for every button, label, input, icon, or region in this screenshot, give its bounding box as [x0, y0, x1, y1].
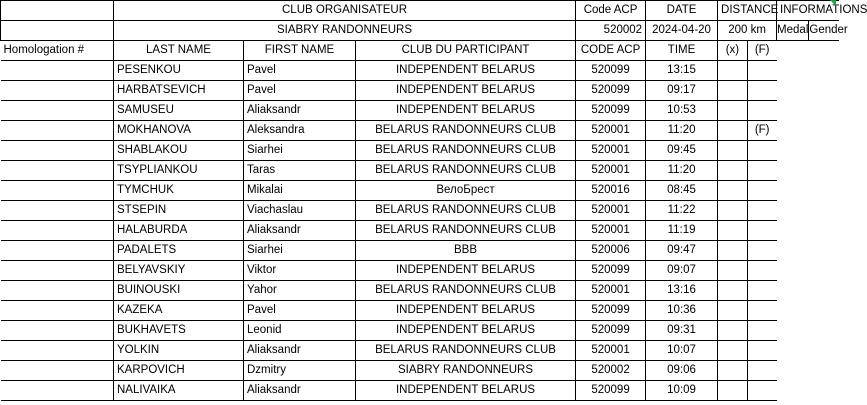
time-cell[interactable]: 13:15: [646, 61, 718, 81]
medal-cell[interactable]: [718, 81, 748, 100]
time-cell[interactable]: 10:36: [646, 301, 718, 321]
first-name-header: FIRST NAME: [244, 41, 356, 61]
medal-gender-cell: [718, 181, 777, 201]
table-row: [1, 101, 839, 121]
homologation-cell[interactable]: [1, 181, 114, 201]
gender-cell[interactable]: [748, 161, 777, 180]
first-name-cell[interactable]: Pavel: [244, 81, 356, 101]
medal-gender-header: [777, 21, 848, 41]
first-name-cell[interactable]: Siarhei: [244, 141, 356, 161]
medal-cell[interactable]: [718, 381, 748, 400]
first-name-cell[interactable]: Aliaksandr: [244, 101, 356, 121]
medal-cell[interactable]: [718, 281, 748, 300]
time-cell[interactable]: 09:45: [646, 141, 718, 161]
club-cell[interactable]: BELARUS RANDONNEURS CLUB: [356, 221, 576, 241]
gender-cell[interactable]: [748, 301, 777, 320]
medal-gender-cell: [718, 241, 777, 261]
medal-cell[interactable]: [718, 261, 748, 280]
gender-cell[interactable]: [748, 141, 777, 160]
time-cell[interactable]: 09:06: [646, 361, 718, 381]
medal-gender-cell: [718, 281, 777, 301]
time-cell[interactable]: 09:31: [646, 321, 718, 341]
time-cell[interactable]: 10:09: [646, 381, 718, 401]
last-name-cell[interactable]: BELYAVSKIY: [114, 261, 244, 281]
first-name-cell[interactable]: Viktor: [244, 261, 356, 281]
medal-gender-cell: [718, 261, 777, 281]
club-cell[interactable]: ВелоБрест: [356, 181, 576, 201]
code-acp-cell[interactable]: 520099: [576, 301, 646, 321]
homologation-cell[interactable]: [1, 101, 114, 121]
distance-value[interactable]: 200 km: [718, 21, 777, 41]
last-name-cell[interactable]: YOLKIN: [114, 341, 244, 361]
time-cell[interactable]: 09:07: [646, 261, 718, 281]
last-name-cell[interactable]: PADALETS: [114, 241, 244, 261]
medal-gender-cell: [718, 361, 777, 381]
table-row: [1, 281, 839, 301]
date-label: DATE: [646, 1, 718, 21]
table-row: [1, 161, 839, 181]
medal-cell[interactable]: [718, 321, 748, 340]
medal-cell[interactable]: [718, 341, 748, 360]
homologation-cell[interactable]: [1, 341, 114, 361]
code-acp-cell[interactable]: 520016: [576, 181, 646, 201]
homologation-cell[interactable]: [1, 81, 114, 101]
gender-cell[interactable]: [748, 261, 777, 280]
time-cell[interactable]: 08:45: [646, 181, 718, 201]
club-cell[interactable]: INDEPENDENT BELARUS: [356, 81, 576, 101]
homologation-cell[interactable]: [1, 221, 114, 241]
table-row: [1, 321, 839, 341]
medal-gender-cell: [718, 301, 777, 321]
club-header: CLUB DU PARTICIPANT: [356, 41, 576, 61]
last-name-cell[interactable]: KARPOVICH: [114, 361, 244, 381]
last-name-cell[interactable]: HARBATSEVICH: [114, 81, 244, 101]
gender-cell[interactable]: [748, 81, 777, 100]
first-name-cell[interactable]: Mikalai: [244, 181, 356, 201]
last-name-header: LAST NAME: [114, 41, 244, 61]
code-acp-cell[interactable]: 520001: [576, 121, 646, 141]
last-name-cell[interactable]: SAMUSEU: [114, 101, 244, 121]
code-acp-cell[interactable]: 520099: [576, 61, 646, 81]
homologation-cell[interactable]: [1, 301, 114, 321]
club-cell[interactable]: INDEPENDENT BELARUS: [356, 381, 576, 401]
first-name-cell[interactable]: Aliaksandr: [244, 221, 356, 241]
medal-gender-cell: [718, 321, 777, 341]
code-acp-cell[interactable]: 520099: [576, 381, 646, 401]
medal-col-header: (x): [718, 41, 748, 60]
table-row: [1, 261, 839, 281]
column-header-row: [1, 41, 839, 61]
club-cell[interactable]: BBB: [356, 241, 576, 261]
time-cell[interactable]: 10:07: [646, 341, 718, 361]
time-cell[interactable]: 11:20: [646, 161, 718, 181]
medal-cell[interactable]: [718, 161, 748, 180]
table-row: [1, 121, 839, 141]
medal-cell[interactable]: [718, 61, 748, 80]
table-row: [1, 301, 839, 321]
club-cell[interactable]: INDEPENDENT BELARUS: [356, 261, 576, 281]
medal-cell[interactable]: [718, 181, 748, 200]
medal-gender-cell: [718, 201, 777, 221]
last-name-cell[interactable]: KAZEKA: [114, 301, 244, 321]
club-cell[interactable]: INDEPENDENT BELARUS: [356, 101, 576, 121]
gender-cell[interactable]: [748, 61, 777, 80]
homologation-cell[interactable]: [1, 241, 114, 261]
code-acp-cell[interactable]: 520001: [576, 341, 646, 361]
first-name-cell[interactable]: Siarhei: [244, 241, 356, 261]
club-cell[interactable]: BELARUS RANDONNEURS CLUB: [356, 141, 576, 161]
gender-cell[interactable]: [748, 101, 777, 120]
club-organisateur-label: CLUB ORGANISATEUR: [114, 1, 576, 21]
gender-cell[interactable]: [748, 341, 777, 360]
homologation-cell[interactable]: [1, 61, 114, 81]
first-name-cell[interactable]: Viachaslau: [244, 201, 356, 221]
first-name-cell[interactable]: Aliaksandr: [244, 341, 356, 361]
last-name-cell[interactable]: BUINOUSKI: [114, 281, 244, 301]
gender-cell[interactable]: [748, 181, 777, 200]
last-name-cell[interactable]: TYMCHUK: [114, 181, 244, 201]
homologation-cell[interactable]: [1, 281, 114, 301]
code-acp-cell[interactable]: 520001: [576, 201, 646, 221]
medal-gender-cell: [718, 161, 777, 181]
code-acp-cell[interactable]: 520099: [576, 101, 646, 121]
table-row: [1, 381, 839, 401]
medal-cell[interactable]: [718, 141, 748, 160]
medal-gender-cell: [718, 381, 777, 401]
medal-gender-cell: [718, 61, 777, 81]
gender-col-header: (F): [754, 44, 770, 56]
time-header: TIME: [646, 41, 718, 61]
homologation-header: Homologation #: [1, 41, 114, 61]
club-cell[interactable]: BELARUS RANDONNEURS CLUB: [356, 121, 576, 141]
homologation-cell[interactable]: [1, 141, 114, 161]
medal-gender-cell: [718, 121, 777, 141]
medal-cell[interactable]: [718, 221, 748, 240]
time-cell[interactable]: 13:16: [646, 281, 718, 301]
gender-cell[interactable]: [748, 241, 777, 260]
medal-cell[interactable]: [718, 361, 748, 380]
medal-gender-cell: [718, 81, 777, 101]
date-value[interactable]: 2024-04-20: [646, 21, 718, 41]
table-row: [1, 81, 839, 101]
first-name-cell[interactable]: Pavel: [244, 301, 356, 321]
gender-cell[interactable]: [748, 221, 777, 240]
first-name-cell[interactable]: Dzmitry: [244, 361, 356, 381]
medal-gender-cell: [718, 341, 777, 361]
club-cell[interactable]: BELARUS RANDONNEURS CLUB: [356, 281, 576, 301]
code-acp-label: Code ACP: [576, 1, 646, 21]
medal-cell[interactable]: [718, 301, 748, 320]
first-name-cell[interactable]: Yahor: [244, 281, 356, 301]
homologation-cell[interactable]: [1, 201, 114, 221]
medal-cell[interactable]: [718, 201, 748, 220]
table-row: [1, 221, 839, 241]
gender-cell[interactable]: [748, 361, 777, 380]
informations-label: INFORMATIONS: [777, 1, 839, 21]
club-cell[interactable]: SIABRY RANDONNEURS: [356, 361, 576, 381]
header-row-1: [1, 1, 839, 21]
time-cell[interactable]: 11:20: [646, 121, 718, 141]
last-name-cell[interactable]: STSEPIN: [114, 201, 244, 221]
code-acp-cell[interactable]: 520001: [576, 161, 646, 181]
medal-cell[interactable]: [718, 241, 748, 260]
medal-cell[interactable]: [718, 121, 748, 140]
homologation-cell[interactable]: [1, 361, 114, 381]
empty-corner-cell: [1, 21, 114, 41]
homologation-cell[interactable]: [1, 261, 114, 281]
table-row: [1, 181, 839, 201]
gender-cell[interactable]: (F): [754, 124, 770, 136]
time-cell[interactable]: 09:17: [646, 81, 718, 101]
code-acp-cell[interactable]: 520099: [576, 261, 646, 281]
code-acp-cell[interactable]: 520002: [576, 361, 646, 381]
club-cell[interactable]: BELARUS RANDONNEURS CLUB: [356, 201, 576, 221]
homologation-cell[interactable]: [1, 161, 114, 181]
time-cell[interactable]: 11:22: [646, 201, 718, 221]
code-acp-cell[interactable]: 520006: [576, 241, 646, 261]
last-name-cell[interactable]: NALIVAIKA: [114, 381, 244, 401]
gender-cell[interactable]: [748, 281, 777, 300]
code-acp-cell[interactable]: 520001: [576, 221, 646, 241]
time-cell[interactable]: 10:53: [646, 101, 718, 121]
homologation-cell[interactable]: [1, 321, 114, 341]
last-name-cell[interactable]: MOKHANOVA: [114, 121, 244, 141]
code-acp-value[interactable]: 520002: [576, 21, 646, 41]
club-cell[interactable]: BELARUS RANDONNEURS CLUB: [356, 161, 576, 181]
first-name-cell[interactable]: Aleksandra: [244, 121, 356, 141]
code-acp-header: CODE ACP: [576, 41, 646, 61]
code-acp-cell[interactable]: 520001: [576, 141, 646, 161]
club-organisateur-value[interactable]: SIABRY RANDONNEURS: [114, 21, 576, 41]
homologation-cell[interactable]: [1, 381, 114, 401]
medal-gender-cell: [718, 221, 777, 241]
code-acp-cell[interactable]: 520099: [576, 81, 646, 101]
table-row: [1, 141, 839, 161]
table-row: [1, 361, 839, 381]
first-name-cell[interactable]: Pavel: [244, 61, 356, 81]
code-acp-cell[interactable]: 520001: [576, 281, 646, 301]
first-name-cell[interactable]: Leonid: [244, 321, 356, 341]
table-row: [1, 201, 839, 221]
gender-cell[interactable]: [748, 381, 777, 400]
table-row: [1, 341, 839, 361]
medal-label: Medal: [777, 21, 809, 40]
time-cell[interactable]: 11:19: [646, 221, 718, 241]
medal-gender-col-header: [718, 41, 777, 61]
time-cell[interactable]: 09:47: [646, 241, 718, 261]
last-name-cell[interactable]: PESENKOU: [114, 61, 244, 81]
medal-gender-cell: [718, 141, 777, 161]
gender-cell[interactable]: [748, 321, 777, 340]
club-cell[interactable]: INDEPENDENT BELARUS: [356, 61, 576, 81]
last-name-cell[interactable]: BUKHAVETS: [114, 321, 244, 341]
distance-label: DISTANCE: [718, 1, 777, 21]
last-name-cell[interactable]: SHABLAKOU: [114, 141, 244, 161]
cell-corner-marker: [830, 0, 836, 6]
club-cell[interactable]: BELARUS RANDONNEURS CLUB: [356, 341, 576, 361]
gender-label: Gender: [809, 24, 848, 36]
table-row: [1, 241, 839, 261]
last-name-cell[interactable]: TSYPLIANKOU: [114, 161, 244, 181]
header-row-2: [1, 21, 839, 41]
medal-gender-cell: [718, 101, 777, 121]
empty-corner-cell: [1, 1, 114, 21]
code-acp-cell[interactable]: 520099: [576, 321, 646, 341]
first-name-cell[interactable]: Taras: [244, 161, 356, 181]
club-cell[interactable]: INDEPENDENT BELARUS: [356, 321, 576, 341]
table-row: [1, 61, 839, 81]
homologation-cell[interactable]: [1, 121, 114, 141]
club-cell[interactable]: INDEPENDENT BELARUS: [356, 301, 576, 321]
last-name-cell[interactable]: HALABURDA: [114, 221, 244, 241]
gender-cell[interactable]: [748, 201, 777, 220]
medal-cell[interactable]: [718, 101, 748, 120]
first-name-cell[interactable]: Aliaksandr: [244, 381, 356, 401]
